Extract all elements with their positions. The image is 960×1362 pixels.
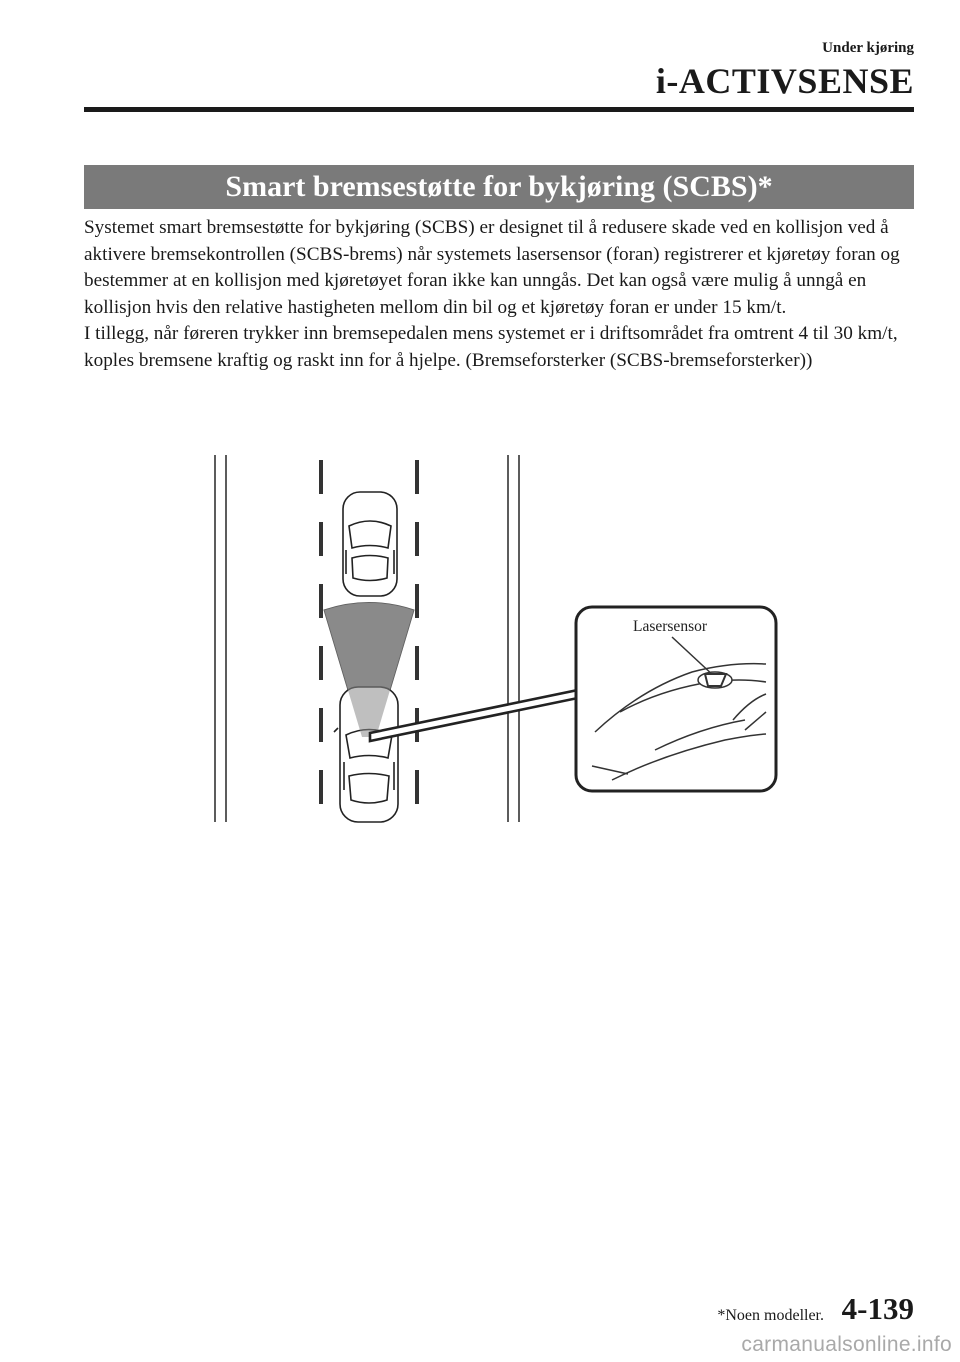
watermark: carmanualsonline.info: [741, 1333, 952, 1356]
car-front-icon: [343, 492, 397, 596]
page-number: 4-139: [841, 1291, 914, 1326]
lasersensor-label: Lasersensor: [632, 618, 708, 635]
footnote: *Noen modeller.: [717, 1307, 824, 1324]
scbs-illustration: [200, 450, 780, 830]
section-title-banner: Smart bremsestøtte for bykjøring (SCBS)*: [84, 165, 914, 209]
paragraph-1: Systemet smart bremsestøtte for bykjøring (SCBS) er designet til å redusere skade ved en kollisjon ved å aktivere bremsekontrollen (SCBS-brems) når systemets lasersensor (foran) registrerer et kjøretøy foran og bestemmer at en kollisjon med kjøretøyet foran ikke kan unngås. Det kan også være mulig å unngå en kollisjon hvis den relative hastigheten mellom din bil og et kjøretøy foran er under 15 km/t.: [84, 217, 900, 318]
callout-connector: [370, 690, 578, 741]
section-header: i-ACTIVSENSE: [655, 61, 914, 101]
header-rule: [84, 107, 914, 112]
laser-beam-top: [324, 603, 414, 738]
paragraph-2: I tillegg, når føreren trykker inn bremsepedalen mens systemet er i driftsområdet fra omtrent 4 til 30 km/t, koples bremsene kraftig og raskt inn for å hjelpe. (Bremseforsterker (SCBS-bremseforsterker)): [84, 323, 898, 371]
body-text: [84, 215, 916, 374]
chapter-title: Under kjøring: [822, 40, 914, 56]
